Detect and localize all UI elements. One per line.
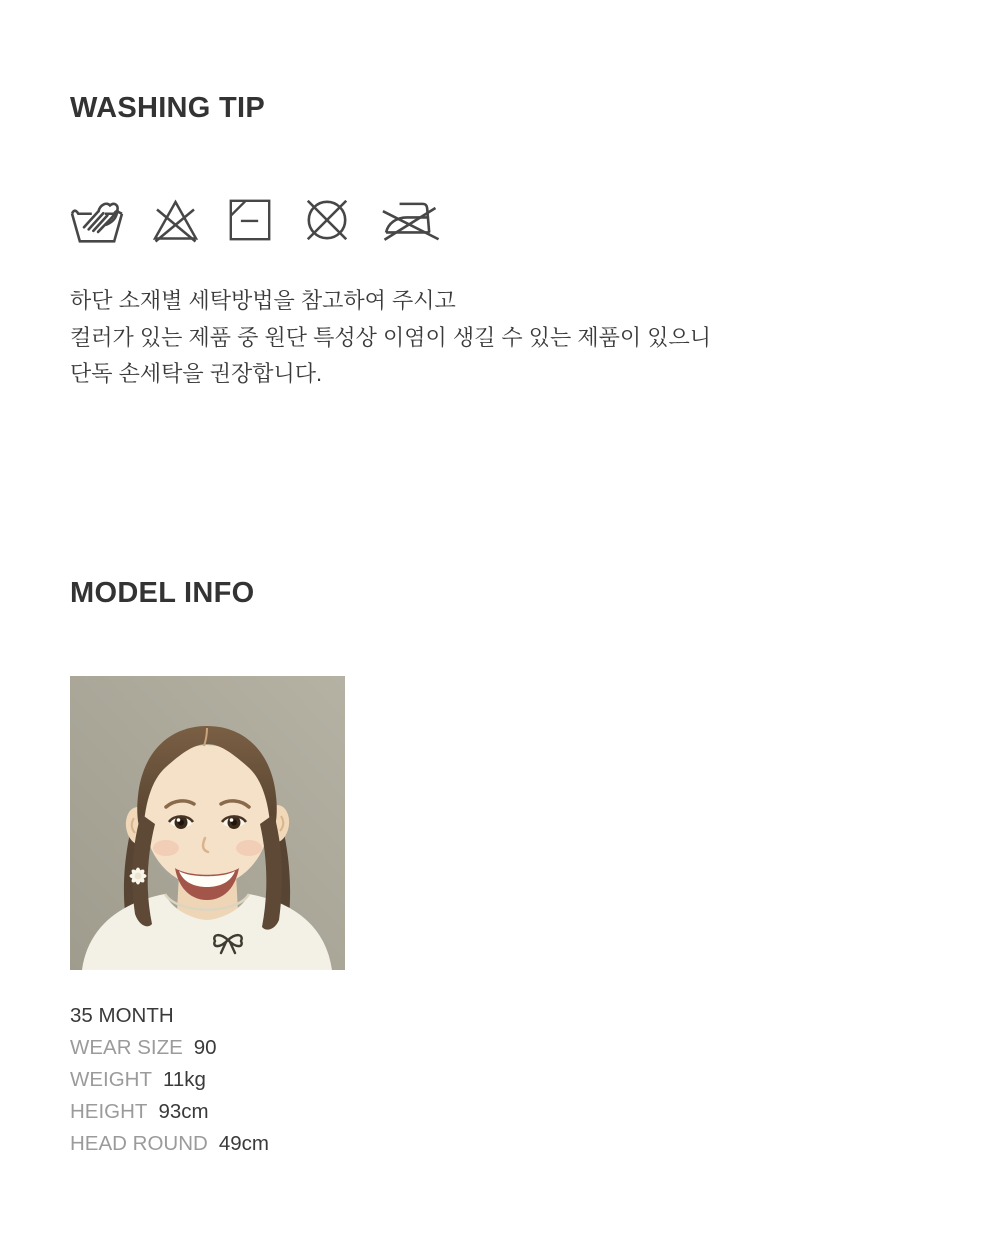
dry-flat-in-shade-icon xyxy=(225,196,275,244)
washing-note-line-3: 단독 손세탁을 권장합니다. xyxy=(70,361,323,386)
do-not-bleach-icon xyxy=(149,195,202,245)
model-info-heading: MODEL INFO xyxy=(70,577,255,609)
model-age: 35 MONTH xyxy=(70,1004,174,1027)
spec-row-head-round xyxy=(70,1128,269,1160)
spec-label: WEAR SIZE xyxy=(70,1036,183,1059)
spec-label: HEAD ROUND xyxy=(70,1132,208,1155)
spec-row-wear-size xyxy=(70,1032,269,1064)
spec-value: 11kg xyxy=(163,1068,206,1091)
spec-label: HEIGHT xyxy=(70,1100,148,1123)
washing-tip-heading: WASHING TIP xyxy=(70,92,266,124)
spec-row-height xyxy=(70,1096,269,1128)
spec-label: WEIGHT xyxy=(70,1068,152,1091)
model-photo xyxy=(70,676,345,970)
hand-wash-icon xyxy=(68,194,126,246)
spec-row-weight xyxy=(70,1064,269,1096)
do-not-iron-icon xyxy=(379,194,443,246)
spec-value: 49cm xyxy=(218,1132,269,1155)
spec-value: 90 xyxy=(193,1036,217,1059)
spec-value: 93cm xyxy=(158,1100,209,1123)
model-specs xyxy=(70,1000,269,1160)
washing-note-line-2: 컬러가 있는 제품 중 원단 특성상 이염이 생길 수 있는 제품이 있으니 xyxy=(70,324,712,350)
washing-instructions xyxy=(70,283,711,393)
washing-note-line-1: 하단 소재별 세탁방법을 참고하여 주시고 xyxy=(70,288,456,313)
care-symbols-row xyxy=(68,194,443,246)
do-not-dry-clean-icon xyxy=(298,194,356,246)
model-photo-illustration xyxy=(70,676,345,970)
